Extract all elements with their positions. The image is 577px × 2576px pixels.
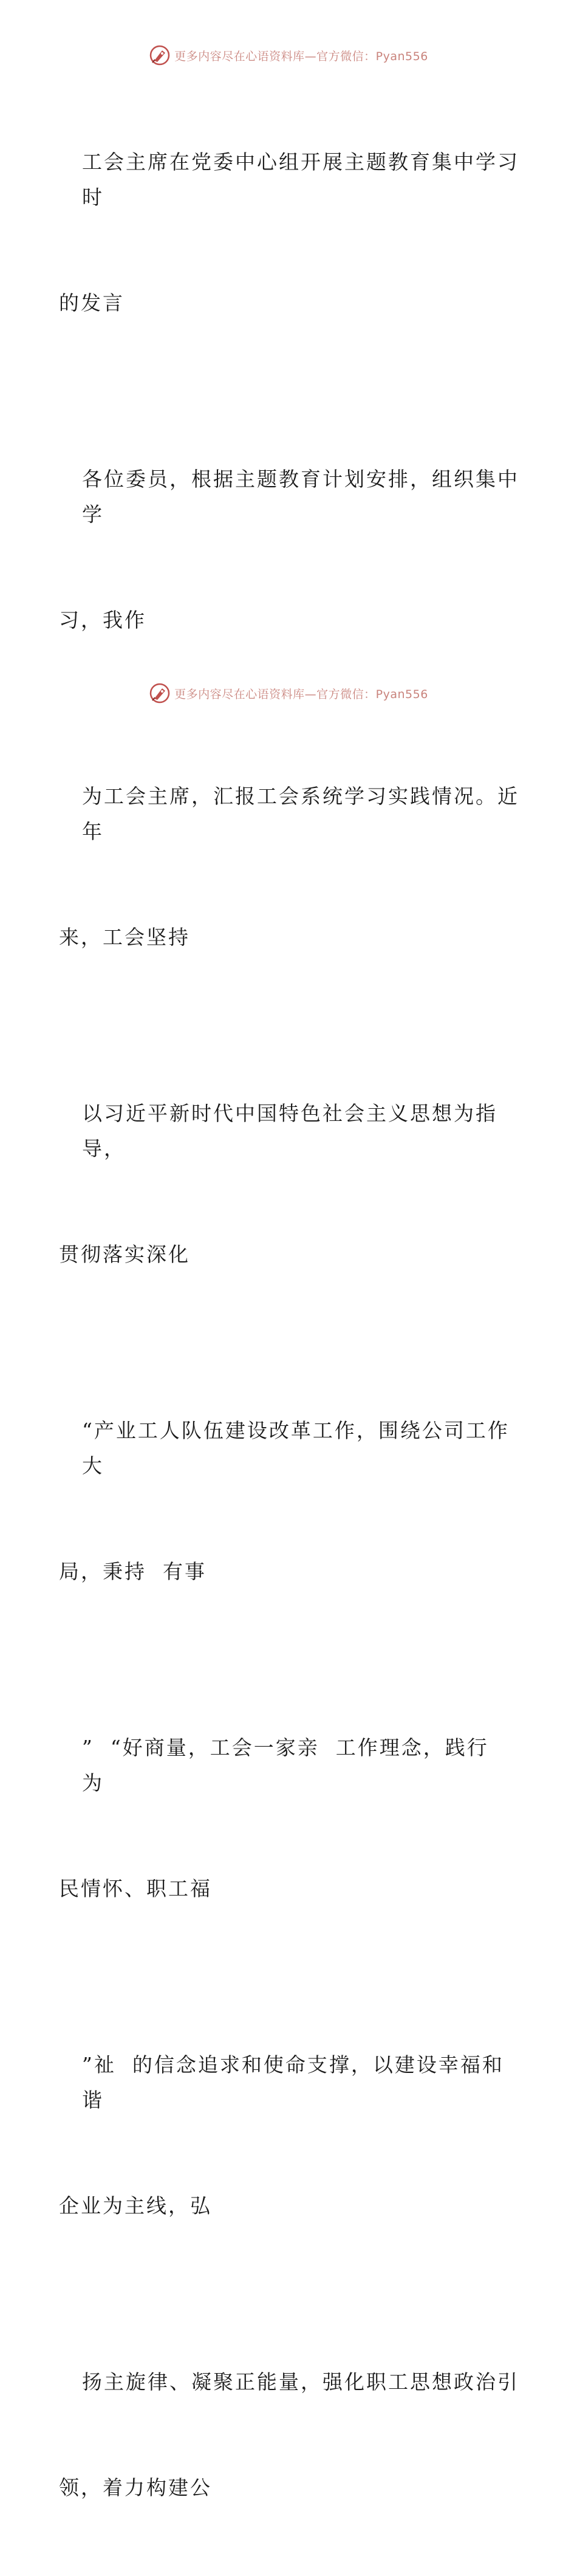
paragraph-line: 局，秉持 有事 — [59, 1560, 207, 1583]
paragraph-line: “产业工人队伍建设改革工作，围绕公司工作大 — [82, 1419, 510, 1478]
paragraph-8 — [59, 2294, 521, 2576]
paragraph-line: 各位委员，根据主题教育计划安排，组织集中学 — [82, 467, 519, 526]
paragraph-4 — [59, 1026, 521, 1343]
paragraph-2 — [59, 391, 521, 708]
paragraph-1 — [59, 74, 521, 391]
paragraph-line: 领，着力构建公 — [59, 2476, 212, 2499]
header-watermark-banner — [0, 43, 577, 67]
paragraph-6 — [59, 1660, 521, 1977]
paragraph-3 — [59, 708, 521, 1026]
watermark-text: 更多内容尽在心语资料库—官方微信：Pyan556 — [174, 49, 428, 63]
paragraph-line: 习，我作 — [59, 608, 146, 632]
paragraph-line: 贯彻落实深化 — [59, 1242, 190, 1266]
paragraph-line: 为工会主席，汇报工会系统学习实践情况。近年 — [82, 784, 519, 843]
paragraph-line: 来，工会坚持 — [59, 925, 190, 949]
paragraph-7 — [59, 1977, 521, 2294]
paragraph-line: 的发言 — [59, 291, 125, 315]
paragraph-line: ” “好商量，工会一家亲 工作理念，践行 为 — [82, 1736, 505, 1795]
paragraph-line: 民情怀、职工福 — [59, 1877, 212, 1900]
paragraph-line: 以习近平新时代中国特色社会主义思想为指导， — [82, 1101, 497, 1160]
paragraph-line: 企业为主线，弘 — [59, 2194, 212, 2218]
pen-nib-logo-icon — [149, 682, 171, 704]
paragraph-line: ”祉 的信念追求和使命支撑，以建设幸福和谐 — [82, 2053, 504, 2112]
pen-nib-logo-icon — [149, 44, 171, 66]
document-body — [59, 74, 521, 2576]
watermark-text: 更多内容尽在心语资料库—官方微信：Pyan556 — [174, 687, 428, 701]
paragraph-line: 扬主旋律、凝聚正能量，强化职工思想政治引 — [82, 2370, 519, 2394]
paragraph-5 — [59, 1343, 521, 1660]
footer-watermark-banner — [0, 681, 577, 705]
paragraph-line: 工会主席在党委中心组开展主题教育集中学习时 — [82, 150, 519, 209]
